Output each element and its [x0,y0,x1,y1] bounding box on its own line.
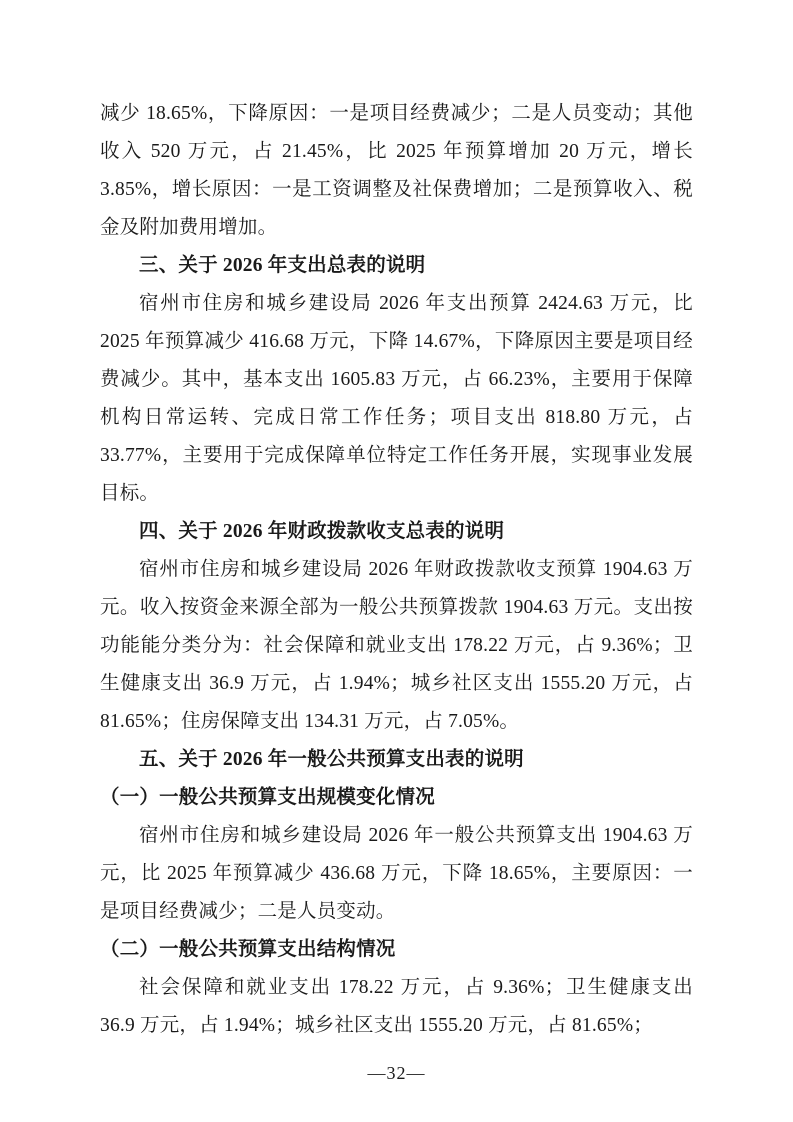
paragraph-continued: 减少 18.65%，下降原因：一是项目经费减少；二是人员变动；其他收入 520 万元，占 21.45%，比 2025 年预算增加 20 万元，增长 3.85%，增长原因：一是工资调整及社保费增加；二是预算收入、税金及附加费用增加。 [100,103,693,238]
paragraph-budget-structure: 社会保障和就业支出 178.22 万元，占 9.36%；卫生健康支出 36.9 万元，占 1.94%；城乡社区支出 1555.20 万元，占 81.65%； [100,977,693,1036]
section-heading-four: 四、关于 2026 年财政拨款收支总表的说明 [139,521,505,542]
section-heading-three: 三、关于 2026 年支出总表的说明 [139,255,426,276]
paragraph-fiscal-appropriation: 宿州市住房和城乡建设局 2026 年财政拨款收支预算 1904.63 万元。收入按资金来源全部为一般公共预算拨款 1904.63 万元。支出按功能能分类分为：社会保障和就业支出 178.22 万元，占 9.36%；卫生健康支出 36.9 万元，占 1.94%；城乡社区支出 1555.20 万元，占 81.65%；住房保障支出 134.31 万元，占 7.05%。 [100,559,693,732]
page-content [100,95,693,1045]
paragraph-budget-scale-change: 宿州市住房和城乡建设局 2026 年一般公共预算支出 1904.63 万元，比 2025 年预算减少 436.68 万元，下降 18.65%，主要原因：一是项目经费减少；二是人员变动。 [100,825,693,922]
paragraph-expenditure-summary: 宿州市住房和城乡建设局 2026 年支出预算 2424.63 万元，比 2025 年预算减少 416.68 万元，下降 14.67%，下降原因主要是项目经费减少。其中，基本支出 1605.83 万元，占 66.23%，主要用于保障机构日常运转、完成日常工作任务；项目支出 818.80 万元，占 33.77%，主要用于完成保障单位特定工作任务开展，实现事业发展目标。 [100,293,693,504]
subsection-heading-two: （二）一般公共预算支出结构情况 [100,939,396,960]
page-number: —32— [367,1063,426,1083]
section-heading-five: 五、关于 2026 年一般公共预算支出表的说明 [139,749,524,770]
subsection-heading-one: （一）一般公共预算支出规模变化情况 [100,787,435,808]
